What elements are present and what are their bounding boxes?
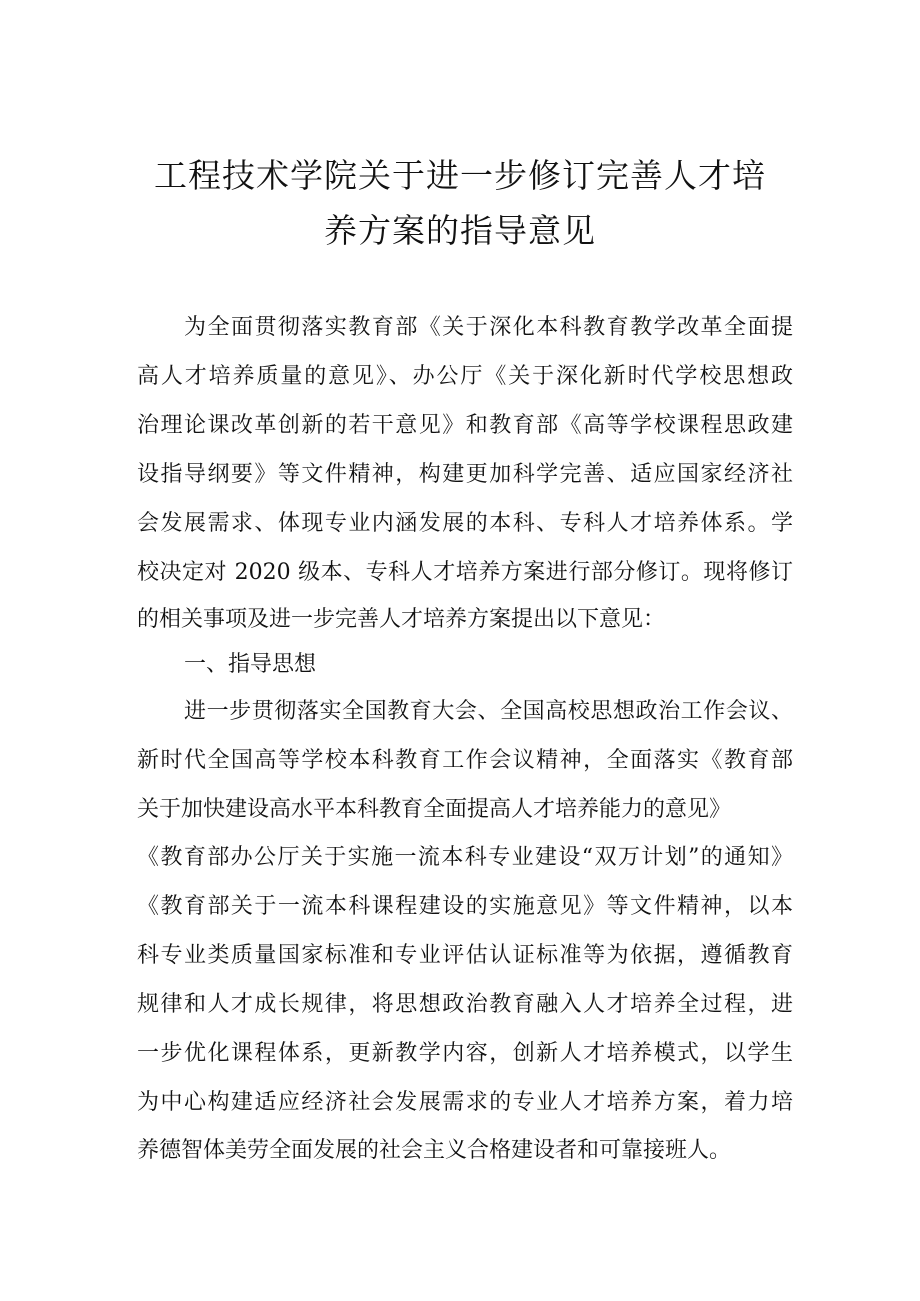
intro-paragraph-line: 设指导纲要》等文件精神，构建更加科学完善、适应国家经济社 [137, 462, 793, 487]
document-title-line-2: 养方案的指导意见 [324, 211, 596, 250]
section-paragraph-line: 为中心构建适应经济社会发展需求的专业人才培养方案，着力培 [137, 1090, 793, 1115]
section-paragraph-line: 规律和人才成长规律，将思想政治教育融入人才培养全过程，进 [137, 992, 793, 1017]
intro-paragraph-line: 会发展需求、体现专业内涵发展的本科、专科人才培养体系。学 [137, 511, 793, 536]
section-paragraph-line: 关于加快建设高水平本科教育全面提高人才培养能力的意见》 [137, 797, 732, 822]
intro-paragraph-line: 为全面贯彻落实教育部《关于深化本科教育教学改革全面提 [184, 315, 793, 340]
section-paragraph-line: 《教育部办公厅关于实施一流本科专业建设“双万计划”的通知》 [137, 845, 793, 870]
section-paragraph-line: 进一步贯彻落实全国教育大会、全国高校思想政治工作会议、 [184, 699, 793, 724]
intro-paragraph-line: 校决定对 2020 级本、专科人才培养方案进行部分修订。现将修订 [137, 560, 793, 585]
section-paragraph-line: 养德智体美劳全面发展的社会主义合格建设者和可靠接班人。 [137, 1138, 732, 1163]
section-paragraph-line: 《教育部关于一流本科课程建设的实施意见》等文件精神，以本 [137, 894, 793, 919]
intro-paragraph-line: 的相关事项及进一步完善人才培养方案提出以下意见： [137, 607, 666, 632]
document-title-line-1: 工程技术学院关于进一步修订完善人才培 [154, 156, 766, 195]
intro-paragraph-line: 治理论课改革创新的若干意见》和教育部《高等学校课程思政建 [137, 413, 793, 438]
section-paragraph-line: 一步优化课程体系，更新教学内容，创新人才培养模式，以学生 [137, 1041, 793, 1066]
section-paragraph-line: 新时代全国高等学校本科教育工作会议精神，全面落实《教育部 [137, 748, 793, 773]
section-heading-guiding-ideology: 一、指导思想 [184, 652, 317, 677]
section-paragraph-line: 科专业类质量国家标准和专业评估认证标准等为依据，遵循教育 [137, 943, 793, 968]
intro-paragraph-line: 高人才培养质量的意见》、办公厅《关于深化新时代学校思想政 [137, 364, 793, 389]
